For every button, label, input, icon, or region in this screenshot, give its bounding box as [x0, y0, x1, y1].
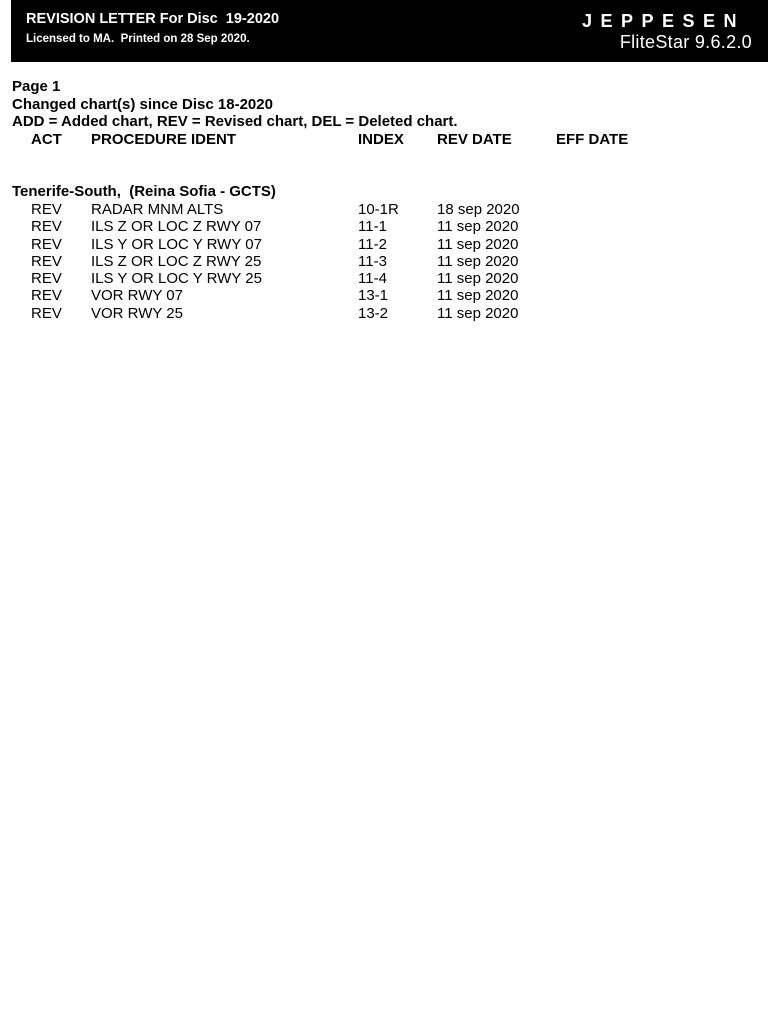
row-act: REV	[31, 252, 62, 270]
intro-block	[12, 78, 458, 131]
row-ident: VOR RWY 07	[91, 287, 183, 305]
row-index: 11-2	[358, 235, 387, 253]
changed-since-line: Changed chart(s) since Disc 18-2020	[12, 95, 273, 113]
row-ident: ILS Y OR LOC Y RWY 25	[91, 270, 262, 288]
row-index: 11-1	[358, 218, 387, 236]
row-rev-date: 11 sep 2020	[437, 218, 519, 236]
row-rev-date: 11 sep 2020	[437, 235, 519, 253]
app-version: FliteStar 9.6.2.0	[619, 32, 752, 52]
table-row	[0, 253, 768, 270]
row-ident: ILS Y OR LOC Y RWY 07	[91, 235, 262, 253]
row-rev-date: 11 sep 2020	[437, 252, 519, 270]
column-header-index: INDEX	[358, 131, 404, 148]
table-row	[0, 201, 768, 218]
row-index: 13-1	[358, 287, 389, 305]
row-ident: VOR RWY 25	[91, 304, 183, 322]
header-bar	[11, 0, 768, 62]
row-rev-date: 11 sep 2020	[437, 270, 519, 288]
row-act: REV	[31, 201, 62, 218]
table-row	[0, 287, 768, 304]
row-index: 11-4	[358, 270, 387, 288]
row-act: REV	[31, 270, 62, 288]
table-row	[0, 218, 768, 235]
document-title: REVISION LETTER For Disc 19-2020	[26, 11, 280, 27]
row-rev-date: 11 sep 2020	[437, 287, 519, 305]
row-rev-date: 11 sep 2020	[437, 304, 519, 322]
row-rev-date: 18 sep 2020	[437, 201, 520, 218]
column-header-row	[0, 131, 768, 148]
column-header-act: ACT	[31, 131, 62, 148]
row-act: REV	[31, 218, 62, 236]
legend-line: ADD = Added chart, REV = Revised chart, DEL = Deleted chart.	[12, 113, 458, 130]
chart-table	[0, 201, 768, 322]
row-ident: RADAR MNM ALTS	[91, 201, 224, 218]
page-number: Page 1	[12, 78, 61, 95]
row-index: 13-2	[358, 304, 389, 322]
airport-heading: Tenerife-South, (Reina Sofia - GCTS)	[12, 183, 276, 200]
row-act: REV	[31, 287, 62, 305]
column-header-ident: PROCEDURE IDENT	[91, 131, 237, 148]
column-header-rev-date: REV DATE	[437, 131, 512, 148]
license-line: Licensed to MA. Printed on 28 Sep 2020.	[26, 33, 250, 45]
row-index: 10-1R	[358, 201, 399, 218]
row-ident: ILS Z OR LOC Z RWY 25	[91, 252, 262, 270]
table-row	[0, 305, 768, 322]
brand-logo: JEPPESEN	[581, 11, 745, 31]
table-row	[0, 270, 768, 287]
row-ident: ILS Z OR LOC Z RWY 07	[91, 218, 262, 236]
row-act: REV	[31, 235, 62, 253]
column-header-eff-date: EFF DATE	[556, 131, 629, 148]
row-index: 11-3	[358, 252, 387, 270]
table-row	[0, 236, 768, 253]
row-act: REV	[31, 304, 62, 322]
